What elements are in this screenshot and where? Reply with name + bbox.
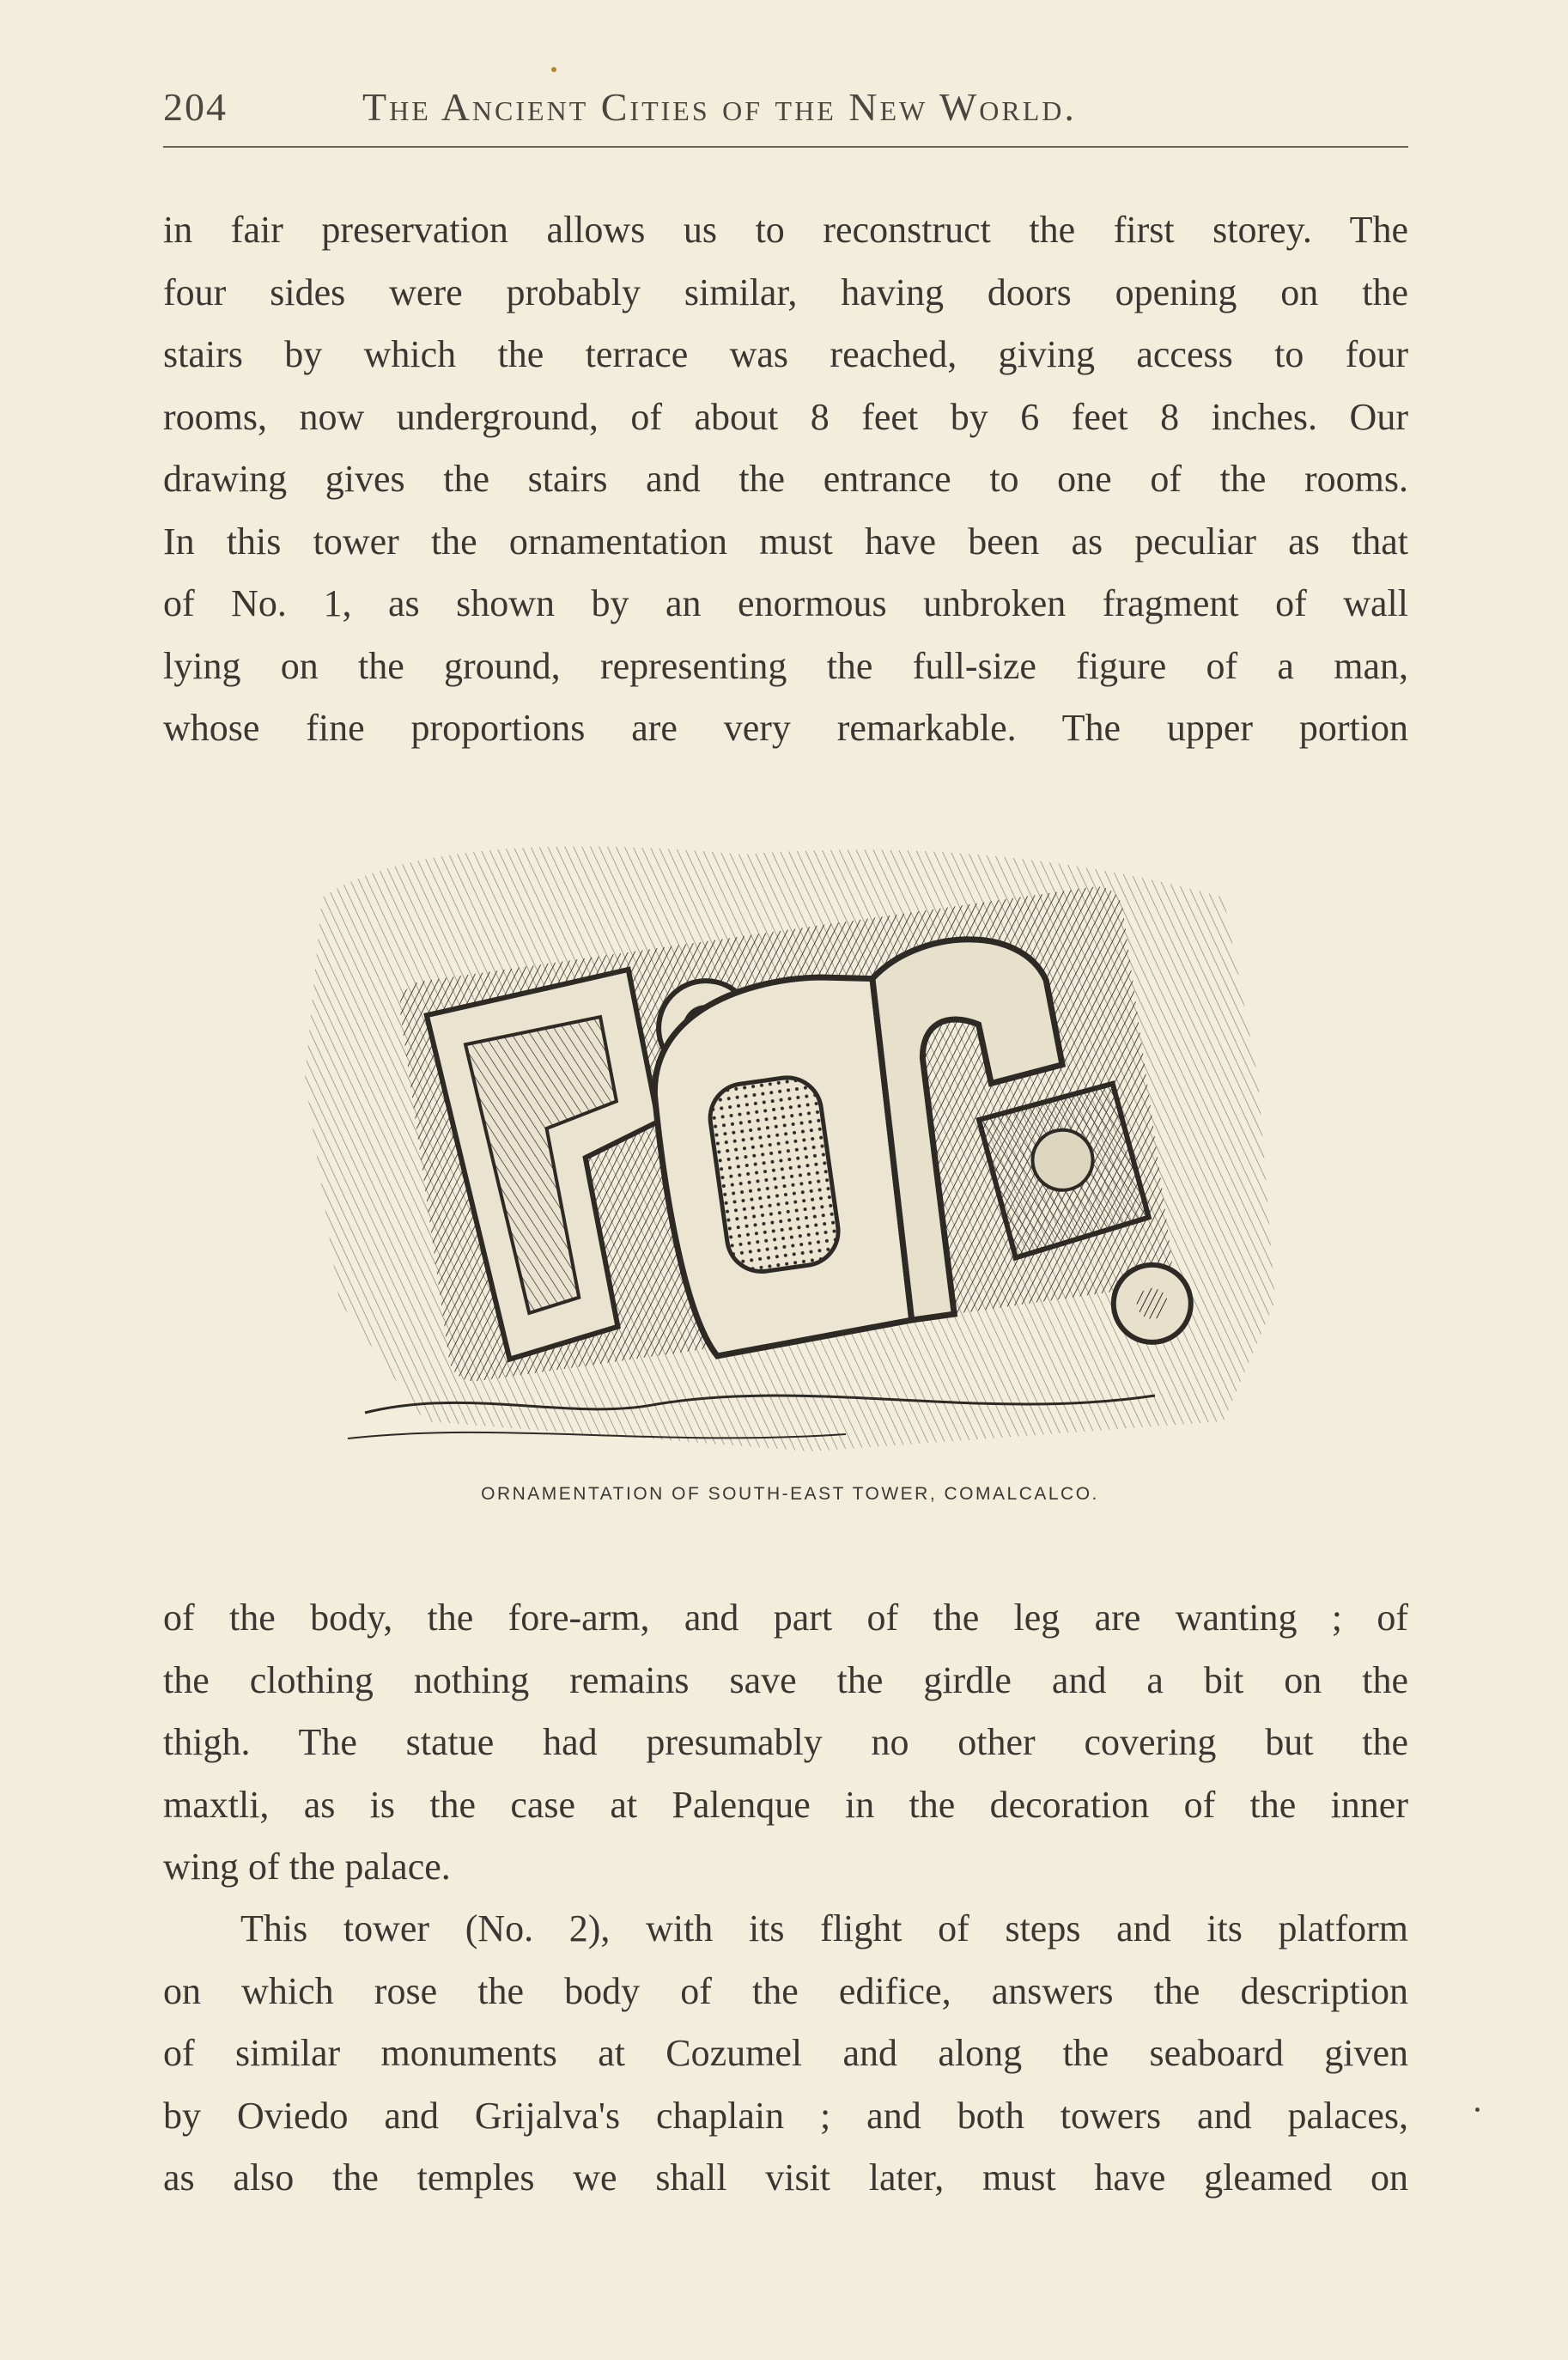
ink-speck — [1475, 2108, 1480, 2112]
text-line: of the body, the fore-arm, and part of the leg are wanting ; of — [163, 1597, 1408, 1639]
text-line: lying on the ground, representing the full-size figure of a man, — [163, 644, 1408, 687]
ornamentation-engraving — [296, 820, 1284, 1464]
figure-caption: ORNAMENTATION OF SOUTH-EAST TOWER, COMALCALCO. — [481, 1484, 1099, 1504]
text-line: maxtli, as is the case at Palenque in the decoration of the inner — [163, 1783, 1408, 1826]
text-line: of similar monuments at Cozumel and along the seaboard given — [163, 2032, 1408, 2074]
text-line: of No. 1, as shown by an enormous unbroken fragment of wall — [163, 582, 1408, 624]
text-line: drawing gives the stairs and the entrance to one of the rooms. — [163, 458, 1408, 500]
ink-speck — [551, 67, 556, 72]
text-line: by Oviedo and Grijalva's chaplain ; and both towers and palaces, — [163, 2094, 1408, 2137]
text-line: In this tower the ornamentation must have been as peculiar as that — [163, 520, 1408, 563]
text-line: whose fine proportions are very remarkable. The upper portion — [163, 707, 1408, 749]
text-line: four sides were probably similar, having doors opening on the — [163, 271, 1408, 313]
header-rule — [163, 146, 1408, 148]
paragraph-2 — [163, 1587, 1408, 1899]
text-line: rooms, now underground, of about 8 feet by 6 feet 8 inches. Our — [163, 395, 1408, 438]
text-line: wing of the palace. — [163, 1846, 451, 1888]
text-line: on which rose the body of the edifice, answers the description — [163, 1969, 1408, 2012]
text-line: as also the temples we shall visit later, must have gleamed on — [163, 2156, 1408, 2199]
text-line: the clothing nothing remains save the girdle and a bit on the — [163, 1658, 1408, 1701]
text-line: stairs by which the terrace was reached, giving access to four — [163, 333, 1408, 375]
paragraph-3 — [163, 1898, 1408, 2210]
text-line: This tower (No. 2), with its flight of steps and its platform — [240, 1907, 1408, 1949]
text-line: in fair preservation allows us to reconstruct the first storey. The — [163, 209, 1408, 251]
running-title: The Ancient Cities of the New World. — [362, 85, 1077, 129]
page-number: 204 — [163, 85, 228, 129]
paragraph-1 — [163, 199, 1408, 760]
text-line: thigh. The statue had presumably no other covering but the — [163, 1721, 1408, 1763]
page-header — [163, 76, 1408, 136]
